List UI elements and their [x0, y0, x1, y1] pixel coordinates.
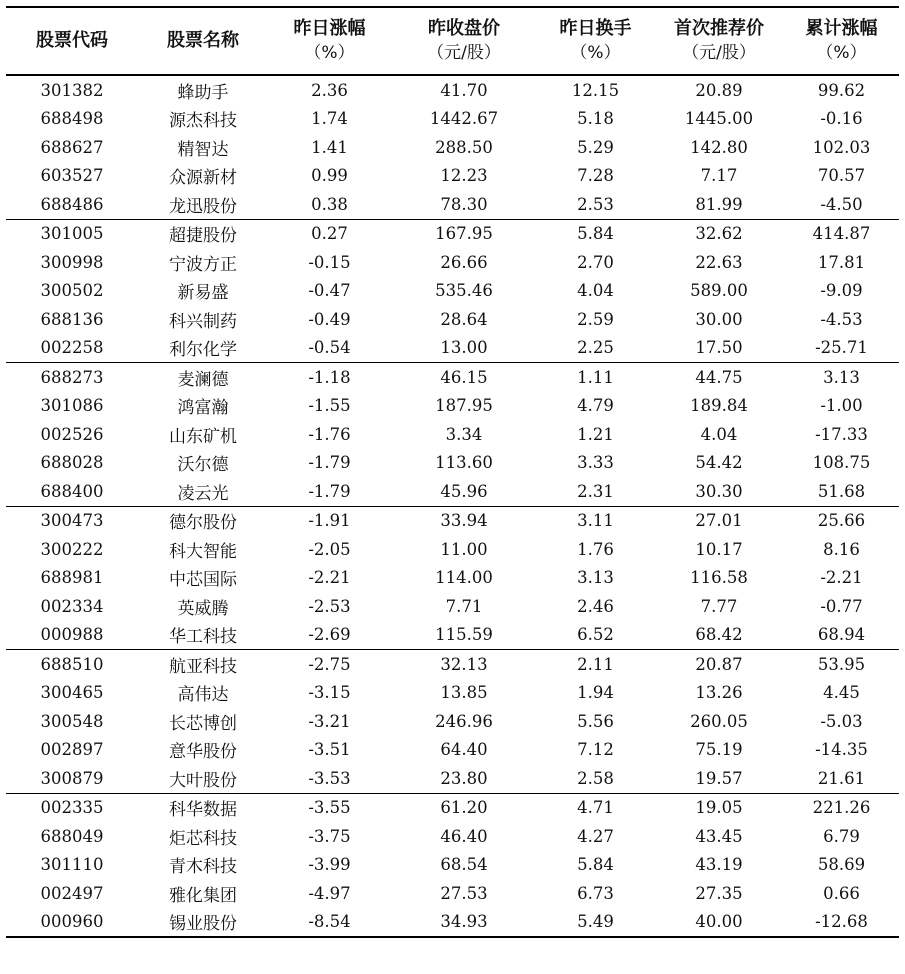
stock-code-cell: 002497	[40, 883, 104, 903]
stock-name-cell: 宁波方正	[169, 254, 237, 275]
cumulative-gain-cell: 99.62	[817, 80, 866, 100]
table-row	[6, 764, 899, 793]
stock-name-cell: 英威腾	[177, 598, 229, 619]
cumulative-gain-cell: 53.95	[817, 654, 866, 674]
prev-close-cell: 246.96	[435, 711, 493, 731]
prev-change-cell: -3.55	[308, 798, 351, 818]
table-row	[6, 621, 899, 650]
cumulative-gain-cell: -14.35	[815, 740, 868, 760]
stock-code-cell: 000960	[6, 908, 138, 938]
table-row	[6, 305, 899, 334]
cumulative-gain-cell: -12.68	[784, 908, 899, 938]
turnover-cell: 4.04	[577, 281, 614, 301]
turnover-cell: 3.13	[577, 568, 614, 588]
prev-close-cell: 1442.67	[429, 109, 499, 129]
col-header-unit: （元/股）	[427, 43, 501, 63]
prev-change-cell: 1.41	[311, 137, 348, 157]
recommend-price-cell: 30.30	[654, 477, 784, 506]
cumulative-gain-cell: 68.94	[784, 621, 899, 650]
prev-close-cell: 27.53	[440, 883, 488, 903]
stock-name-cell: 蜂助手	[177, 82, 229, 103]
turnover-cell: 5.56	[577, 711, 614, 731]
recommend-price-cell: 142.80	[690, 137, 748, 157]
recommend-price-cell: 19.05	[695, 798, 743, 818]
prev-change-cell: -3.75	[308, 826, 351, 846]
stock-code-cell: 301005	[40, 224, 104, 244]
turnover-cell: 4.79	[577, 396, 614, 416]
cumulative-gain-cell: 51.68	[784, 477, 899, 506]
cumulative-gain-cell: 0.66	[823, 883, 860, 903]
stock-code-cell: 301086	[40, 396, 104, 416]
prev-close-cell: 3.34	[445, 424, 483, 444]
turnover-cell: 2.53	[537, 190, 654, 219]
cumulative-gain-cell: -9.09	[820, 281, 863, 301]
col-header-title: 昨日涨幅	[293, 18, 366, 39]
col-header-title: 昨收盘价	[428, 18, 500, 39]
table-row	[6, 334, 899, 363]
cumulative-gain-cell: 3.13	[823, 367, 860, 387]
prev-change-cell: -1.55	[308, 396, 351, 416]
prev-change-cell: 1.74	[311, 109, 348, 129]
turnover-cell: 2.11	[577, 654, 614, 674]
turnover-cell: 3.33	[577, 453, 614, 473]
stock-name-cell: 航亚科技	[169, 656, 237, 677]
prev-change-cell: -8.54	[268, 908, 391, 938]
recommend-price-cell: 589.00	[690, 281, 748, 301]
turnover-cell: 6.52	[537, 621, 654, 650]
recommend-price-cell: 27.01	[695, 511, 743, 531]
prev-close-cell: 113.60	[435, 453, 493, 473]
turnover-cell: 2.31	[537, 477, 654, 506]
cumulative-gain-cell: -17.33	[815, 424, 868, 444]
turnover-cell: 5.84	[577, 224, 614, 244]
col-header-prev-day-turnover	[537, 7, 654, 75]
prev-change-cell: 0.27	[311, 224, 348, 244]
turnover-cell: 1.76	[577, 539, 614, 559]
table-row	[6, 793, 899, 822]
table-row	[6, 219, 899, 248]
col-header-title: 股票名称	[167, 30, 239, 51]
recommend-price-cell: 22.63	[695, 252, 743, 272]
prev-close-cell: 46.15	[440, 367, 488, 387]
turnover-cell: 2.59	[577, 309, 614, 329]
prev-close-cell: 13.85	[440, 683, 488, 703]
prev-change-cell: 0.38	[268, 190, 391, 219]
table-row	[6, 190, 899, 219]
col-header-first-recommend-price	[654, 7, 784, 75]
prev-change-cell: -0.47	[308, 281, 351, 301]
turnover-cell: 12.15	[571, 80, 620, 100]
prev-change-cell: 0.99	[311, 166, 348, 186]
stock-name-cell: 意华股份	[169, 742, 237, 763]
table-row	[6, 248, 899, 277]
prev-change-cell: -1.79	[268, 477, 391, 506]
recommend-price-cell: 43.45	[695, 826, 743, 846]
recommend-price-cell: 30.00	[695, 309, 743, 329]
stock-name-cell: 精智达	[177, 139, 229, 160]
stock-name-cell: 华工科技	[138, 621, 268, 650]
recommend-price-cell: 7.77	[700, 596, 738, 616]
col-header-unit: （%）	[570, 43, 621, 63]
stock-name-cell: 超捷股份	[169, 226, 237, 247]
prev-close-cell: 34.93	[391, 908, 537, 938]
recommend-price-cell: 44.75	[695, 367, 743, 387]
prev-change-cell: -1.79	[308, 453, 351, 473]
table-row	[6, 535, 899, 564]
stock-code-cell: 000988	[6, 621, 138, 650]
stock-code-cell: 300222	[40, 539, 104, 559]
turnover-cell: 1.21	[577, 424, 614, 444]
table-row	[6, 736, 899, 765]
prev-close-cell: 288.50	[435, 137, 493, 157]
stock-name-cell: 龙迅股份	[138, 190, 268, 219]
table-row	[6, 162, 899, 191]
prev-change-cell: -3.53	[268, 764, 391, 793]
cumulative-gain-cell: -0.16	[820, 109, 863, 129]
stock-name-cell: 大叶股份	[138, 764, 268, 793]
recommend-price-cell: 4.04	[700, 424, 738, 444]
stock-name-cell: 科华数据	[169, 800, 237, 821]
col-header-title: 昨日换手	[559, 18, 632, 39]
recommend-price-cell: 20.87	[695, 654, 743, 674]
stock-code-cell: 300465	[40, 683, 104, 703]
stock-code-cell: 688028	[40, 453, 104, 473]
turnover-cell: 3.11	[577, 511, 614, 531]
stock-name-cell: 中芯国际	[169, 570, 237, 591]
prev-close-cell: 64.40	[440, 740, 488, 760]
prev-change-cell: -1.18	[308, 367, 351, 387]
cumulative-gain-cell: 414.87	[812, 224, 871, 244]
recommend-price-cell: 10.17	[695, 539, 743, 559]
recommend-price-cell: 116.58	[690, 568, 748, 588]
prev-close-cell: 41.70	[440, 80, 488, 100]
prev-close-cell: 32.13	[440, 654, 488, 674]
table-row	[6, 564, 899, 593]
turnover-cell: 2.70	[577, 252, 614, 272]
stock-name-cell: 锡业股份	[138, 908, 268, 938]
prev-close-cell: 114.00	[435, 568, 493, 588]
recommend-price-cell: 7.17	[700, 166, 738, 186]
table-row	[6, 477, 899, 506]
cumulative-gain-cell: -1.00	[820, 396, 863, 416]
turnover-cell: 2.46	[577, 596, 614, 616]
table-row	[6, 363, 899, 392]
col-header-title: 首次推荐价	[674, 18, 764, 39]
stock-code-cell: 002334	[40, 596, 104, 616]
turnover-cell: 2.58	[537, 764, 654, 793]
recommend-price-cell: 20.89	[695, 80, 743, 100]
turnover-cell: 6.73	[577, 883, 614, 903]
prev-close-cell: 115.59	[391, 621, 537, 650]
turnover-cell: 5.84	[577, 855, 614, 875]
cumulative-gain-cell: 4.45	[823, 683, 860, 703]
turnover-cell: 5.29	[577, 137, 614, 157]
prev-close-cell: 187.95	[435, 396, 493, 416]
prev-change-cell: -2.21	[308, 568, 351, 588]
turnover-cell: 7.28	[577, 166, 614, 186]
prev-close-cell: 61.20	[440, 798, 488, 818]
col-header-title: 股票代码	[36, 30, 108, 51]
prev-change-cell: -0.49	[308, 309, 351, 329]
recommend-price-cell: 32.62	[695, 224, 743, 244]
prev-close-cell: 12.23	[440, 166, 488, 186]
stock-code-cell: 688049	[40, 826, 104, 846]
prev-close-cell: 7.71	[445, 596, 483, 616]
table-row	[6, 592, 899, 621]
stock-name-cell: 青木科技	[169, 857, 237, 878]
stock-code-cell: 688273	[40, 367, 104, 387]
col-header-prev-close-price	[391, 7, 537, 75]
prev-change-cell: -0.54	[268, 334, 391, 363]
prev-close-cell: 46.40	[440, 826, 488, 846]
turnover-cell: 4.71	[577, 798, 614, 818]
stock-name-cell: 麦澜德	[177, 369, 229, 390]
cumulative-gain-cell: 108.75	[812, 453, 871, 473]
table-row	[6, 449, 899, 478]
stock-name-cell: 科兴制药	[169, 311, 237, 332]
cumulative-gain-cell: -2.21	[820, 568, 863, 588]
turnover-cell: 1.94	[577, 683, 614, 703]
cumulative-gain-cell: 6.79	[823, 826, 860, 846]
stock-name-cell: 沃尔德	[177, 455, 229, 476]
stock-code-cell: 300473	[40, 511, 104, 531]
stock-code-cell: 300548	[40, 711, 104, 731]
cumulative-gain-cell: 221.26	[812, 798, 871, 818]
prev-change-cell: -0.15	[308, 252, 351, 272]
stock-name-cell: 雅化集团	[169, 885, 237, 906]
stock-name-cell: 德尔股份	[169, 513, 237, 534]
stock-code-cell: 688510	[40, 654, 104, 674]
recommend-price-cell: 75.19	[695, 740, 743, 760]
table-row	[6, 420, 899, 449]
prev-change-cell: 2.36	[311, 80, 348, 100]
cumulative-gain-cell: 8.16	[823, 539, 860, 559]
stock-name-cell: 利尔化学	[138, 334, 268, 363]
stock-code-cell: 301110	[40, 855, 104, 875]
stock-name-cell: 长芯博创	[169, 713, 237, 734]
prev-close-cell: 23.80	[391, 764, 537, 793]
header-row	[6, 7, 899, 75]
table-row	[6, 851, 899, 880]
stock-name-cell: 山东矿机	[169, 426, 237, 447]
cumulative-gain-cell: 58.69	[817, 855, 866, 875]
stock-name-cell: 鸿富瀚	[177, 398, 229, 419]
stock-code-cell: 002258	[6, 334, 138, 363]
stock-code-cell: 300998	[40, 252, 104, 272]
col-header-title: 累计涨幅	[805, 18, 878, 39]
cumulative-gain-cell: -25.71	[784, 334, 899, 363]
table-row	[6, 908, 899, 938]
recommend-price-cell: 43.19	[695, 855, 743, 875]
stock-name-cell: 众源新材	[169, 168, 237, 189]
stock-code-cell: 688498	[40, 109, 104, 129]
cumulative-gain-cell: 70.57	[817, 166, 866, 186]
prev-change-cell: -3.15	[308, 683, 351, 703]
recommend-price-cell: 40.00	[654, 908, 784, 938]
table-row	[6, 506, 899, 535]
prev-change-cell: -2.75	[308, 654, 351, 674]
prev-close-cell: 45.96	[391, 477, 537, 506]
stock-name-cell: 高伟达	[177, 685, 229, 706]
prev-change-cell: -2.53	[308, 596, 351, 616]
turnover-cell: 2.25	[537, 334, 654, 363]
prev-change-cell: -3.21	[308, 711, 351, 731]
table-row	[6, 879, 899, 908]
stock-code-cell: 688136	[40, 309, 104, 329]
stock-name-cell: 凌云光	[138, 477, 268, 506]
prev-change-cell: -4.97	[308, 883, 351, 903]
cumulative-gain-cell: 21.61	[784, 764, 899, 793]
stock-code-cell: 688981	[40, 568, 104, 588]
recommend-price-cell: 27.35	[695, 883, 743, 903]
stock-code-cell: 002897	[40, 740, 104, 760]
col-header-stock-code	[6, 7, 138, 75]
table-row	[6, 707, 899, 736]
prev-close-cell: 78.30	[391, 190, 537, 219]
table-body	[6, 75, 899, 937]
stock-code-cell: 002335	[40, 798, 104, 818]
recommend-price-cell: 17.50	[654, 334, 784, 363]
stock-code-cell: 688400	[6, 477, 138, 506]
stock-name-cell: 新易盛	[177, 283, 229, 304]
prev-change-cell: -2.05	[308, 539, 351, 559]
prev-close-cell: 167.95	[435, 224, 493, 244]
cumulative-gain-cell: 17.81	[817, 252, 866, 272]
cumulative-gain-cell: -0.77	[820, 596, 863, 616]
recommend-price-cell: 81.99	[654, 190, 784, 219]
turnover-cell: 7.12	[577, 740, 614, 760]
col-header-cumulative-gain	[784, 7, 899, 75]
prev-close-cell: 13.00	[391, 334, 537, 363]
stock-code-cell: 002526	[40, 424, 104, 444]
col-header-unit: （%）	[816, 43, 867, 63]
cumulative-gain-cell: -4.53	[820, 309, 863, 329]
stock-code-cell: 688627	[40, 137, 104, 157]
turnover-cell: 1.11	[577, 367, 614, 387]
turnover-cell: 4.27	[577, 826, 614, 846]
stock-name-cell: 源杰科技	[169, 111, 237, 132]
table-row	[6, 650, 899, 679]
stock-name-cell: 科大智能	[169, 541, 237, 562]
cumulative-gain-cell: 25.66	[817, 511, 866, 531]
recommend-price-cell: 189.84	[690, 396, 748, 416]
table-row	[6, 679, 899, 708]
prev-close-cell: 26.66	[440, 252, 488, 272]
stock-code-cell: 300879	[6, 764, 138, 793]
col-header-stock-name	[138, 7, 268, 75]
prev-change-cell: -3.99	[308, 855, 351, 875]
col-header-prev-day-change	[268, 7, 391, 75]
table-header	[6, 7, 899, 75]
prev-close-cell: 11.00	[440, 539, 488, 559]
table-row	[6, 105, 899, 134]
col-header-unit: （%）	[304, 43, 355, 63]
cumulative-gain-cell: -4.50	[784, 190, 899, 219]
table-row	[6, 75, 899, 105]
recommend-price-cell: 19.57	[654, 764, 784, 793]
stock-table	[6, 6, 899, 938]
table-row	[6, 133, 899, 162]
turnover-cell: 5.18	[577, 109, 614, 129]
recommend-price-cell: 13.26	[695, 683, 743, 703]
stock-code-cell: 301382	[40, 80, 104, 100]
prev-close-cell: 68.54	[440, 855, 488, 875]
col-header-unit: （元/股）	[682, 43, 756, 63]
cumulative-gain-cell: 102.03	[812, 137, 871, 157]
table-row	[6, 822, 899, 851]
stock-name-cell: 炬芯科技	[169, 828, 237, 849]
table-row	[6, 392, 899, 421]
stock-code-cell: 603527	[40, 166, 104, 186]
stock-code-cell: 688486	[6, 190, 138, 219]
prev-close-cell: 535.46	[435, 281, 493, 301]
recommend-price-cell: 54.42	[695, 453, 743, 473]
prev-close-cell: 28.64	[440, 309, 488, 329]
prev-close-cell: 33.94	[440, 511, 488, 531]
prev-change-cell: -1.76	[308, 424, 351, 444]
prev-change-cell: -1.91	[308, 511, 351, 531]
recommend-price-cell: 1445.00	[684, 109, 754, 129]
turnover-cell: 5.49	[537, 908, 654, 938]
stock-code-cell: 300502	[40, 281, 104, 301]
cumulative-gain-cell: -5.03	[820, 711, 863, 731]
prev-change-cell: -3.51	[308, 740, 351, 760]
recommend-price-cell: 260.05	[690, 711, 748, 731]
recommend-price-cell: 68.42	[654, 621, 784, 650]
prev-change-cell: -2.69	[268, 621, 391, 650]
table-row	[6, 277, 899, 306]
